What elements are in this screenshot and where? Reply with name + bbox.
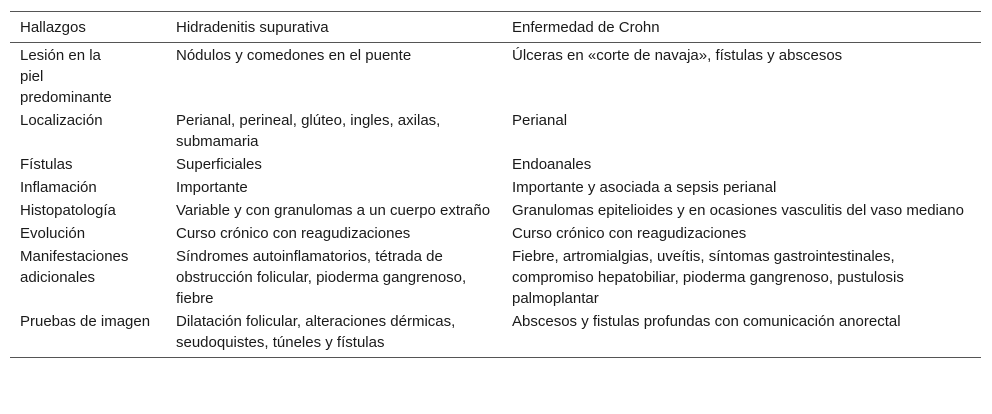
row-label: Manifestaciones adicionales bbox=[20, 248, 129, 286]
header-findings: Hallazgos bbox=[20, 19, 86, 36]
table-row bbox=[10, 43, 981, 110]
header-crohn: Enfermedad de Crohn bbox=[512, 19, 660, 36]
table-row bbox=[10, 245, 981, 310]
hidradenitis-cell: Dilatación folicular, alteraciones dérmicas, seudoquistes, túneles y fístulas bbox=[176, 313, 456, 351]
comparison-table-container bbox=[10, 11, 981, 358]
row-label: Pruebas de imagen bbox=[20, 313, 151, 330]
crohn-cell: Granulomas epitelioides y en ocasiones vasculitis del vaso mediano bbox=[512, 202, 964, 219]
row-label: Fístulas bbox=[20, 156, 73, 173]
table-row bbox=[10, 222, 981, 245]
crohn-cell: Perianal bbox=[512, 112, 568, 129]
crohn-cell: Úlceras en «corte de navaja», fístulas y abscesos bbox=[512, 47, 843, 64]
crohn-cell: Endoanales bbox=[512, 156, 592, 173]
row-label: Lesión en la piel predominante bbox=[20, 47, 112, 106]
hidradenitis-cell: Importante bbox=[176, 179, 248, 196]
crohn-cell: Abscesos y fistulas profundas con comunicación anorectal bbox=[512, 313, 901, 330]
table-row bbox=[10, 310, 981, 358]
crohn-cell: Fiebre, artromialgias, uveítis, síntomas gastrointestinales, compromiso hepatobiliar, pioderma gangrenoso, pustulosis palmoplantar bbox=[512, 248, 904, 307]
comparison-table bbox=[10, 11, 981, 358]
table-row bbox=[10, 153, 981, 176]
table-header-row bbox=[10, 12, 981, 43]
hidradenitis-cell: Superficiales bbox=[176, 156, 262, 173]
hidradenitis-cell: Variable y con granulomas a un cuerpo extraño bbox=[176, 202, 491, 219]
row-label: Evolución bbox=[20, 225, 86, 242]
hidradenitis-cell: Curso crónico con reagudizaciones bbox=[176, 225, 411, 242]
crohn-cell: Importante y asociada a sepsis perianal bbox=[512, 179, 777, 196]
crohn-cell: Curso crónico con reagudizaciones bbox=[512, 225, 747, 242]
hidradenitis-cell: Síndromes autoinflamatorios, tétrada de obstrucción folicular, pioderma gangrenoso, fiebre bbox=[176, 248, 467, 307]
row-label: Inflamación bbox=[20, 179, 97, 196]
table-row bbox=[10, 199, 981, 222]
row-label: Localización bbox=[20, 112, 103, 129]
hidradenitis-cell: Perianal, perineal, glúteo, ingles, axilas, submamaria bbox=[176, 112, 441, 150]
row-label: Histopatología bbox=[20, 202, 116, 219]
table-row bbox=[10, 109, 981, 153]
table-row bbox=[10, 176, 981, 199]
hidradenitis-cell: Nódulos y comedones en el puente bbox=[176, 47, 412, 64]
header-hidradenitis: Hidradenitis supurativa bbox=[176, 19, 329, 36]
